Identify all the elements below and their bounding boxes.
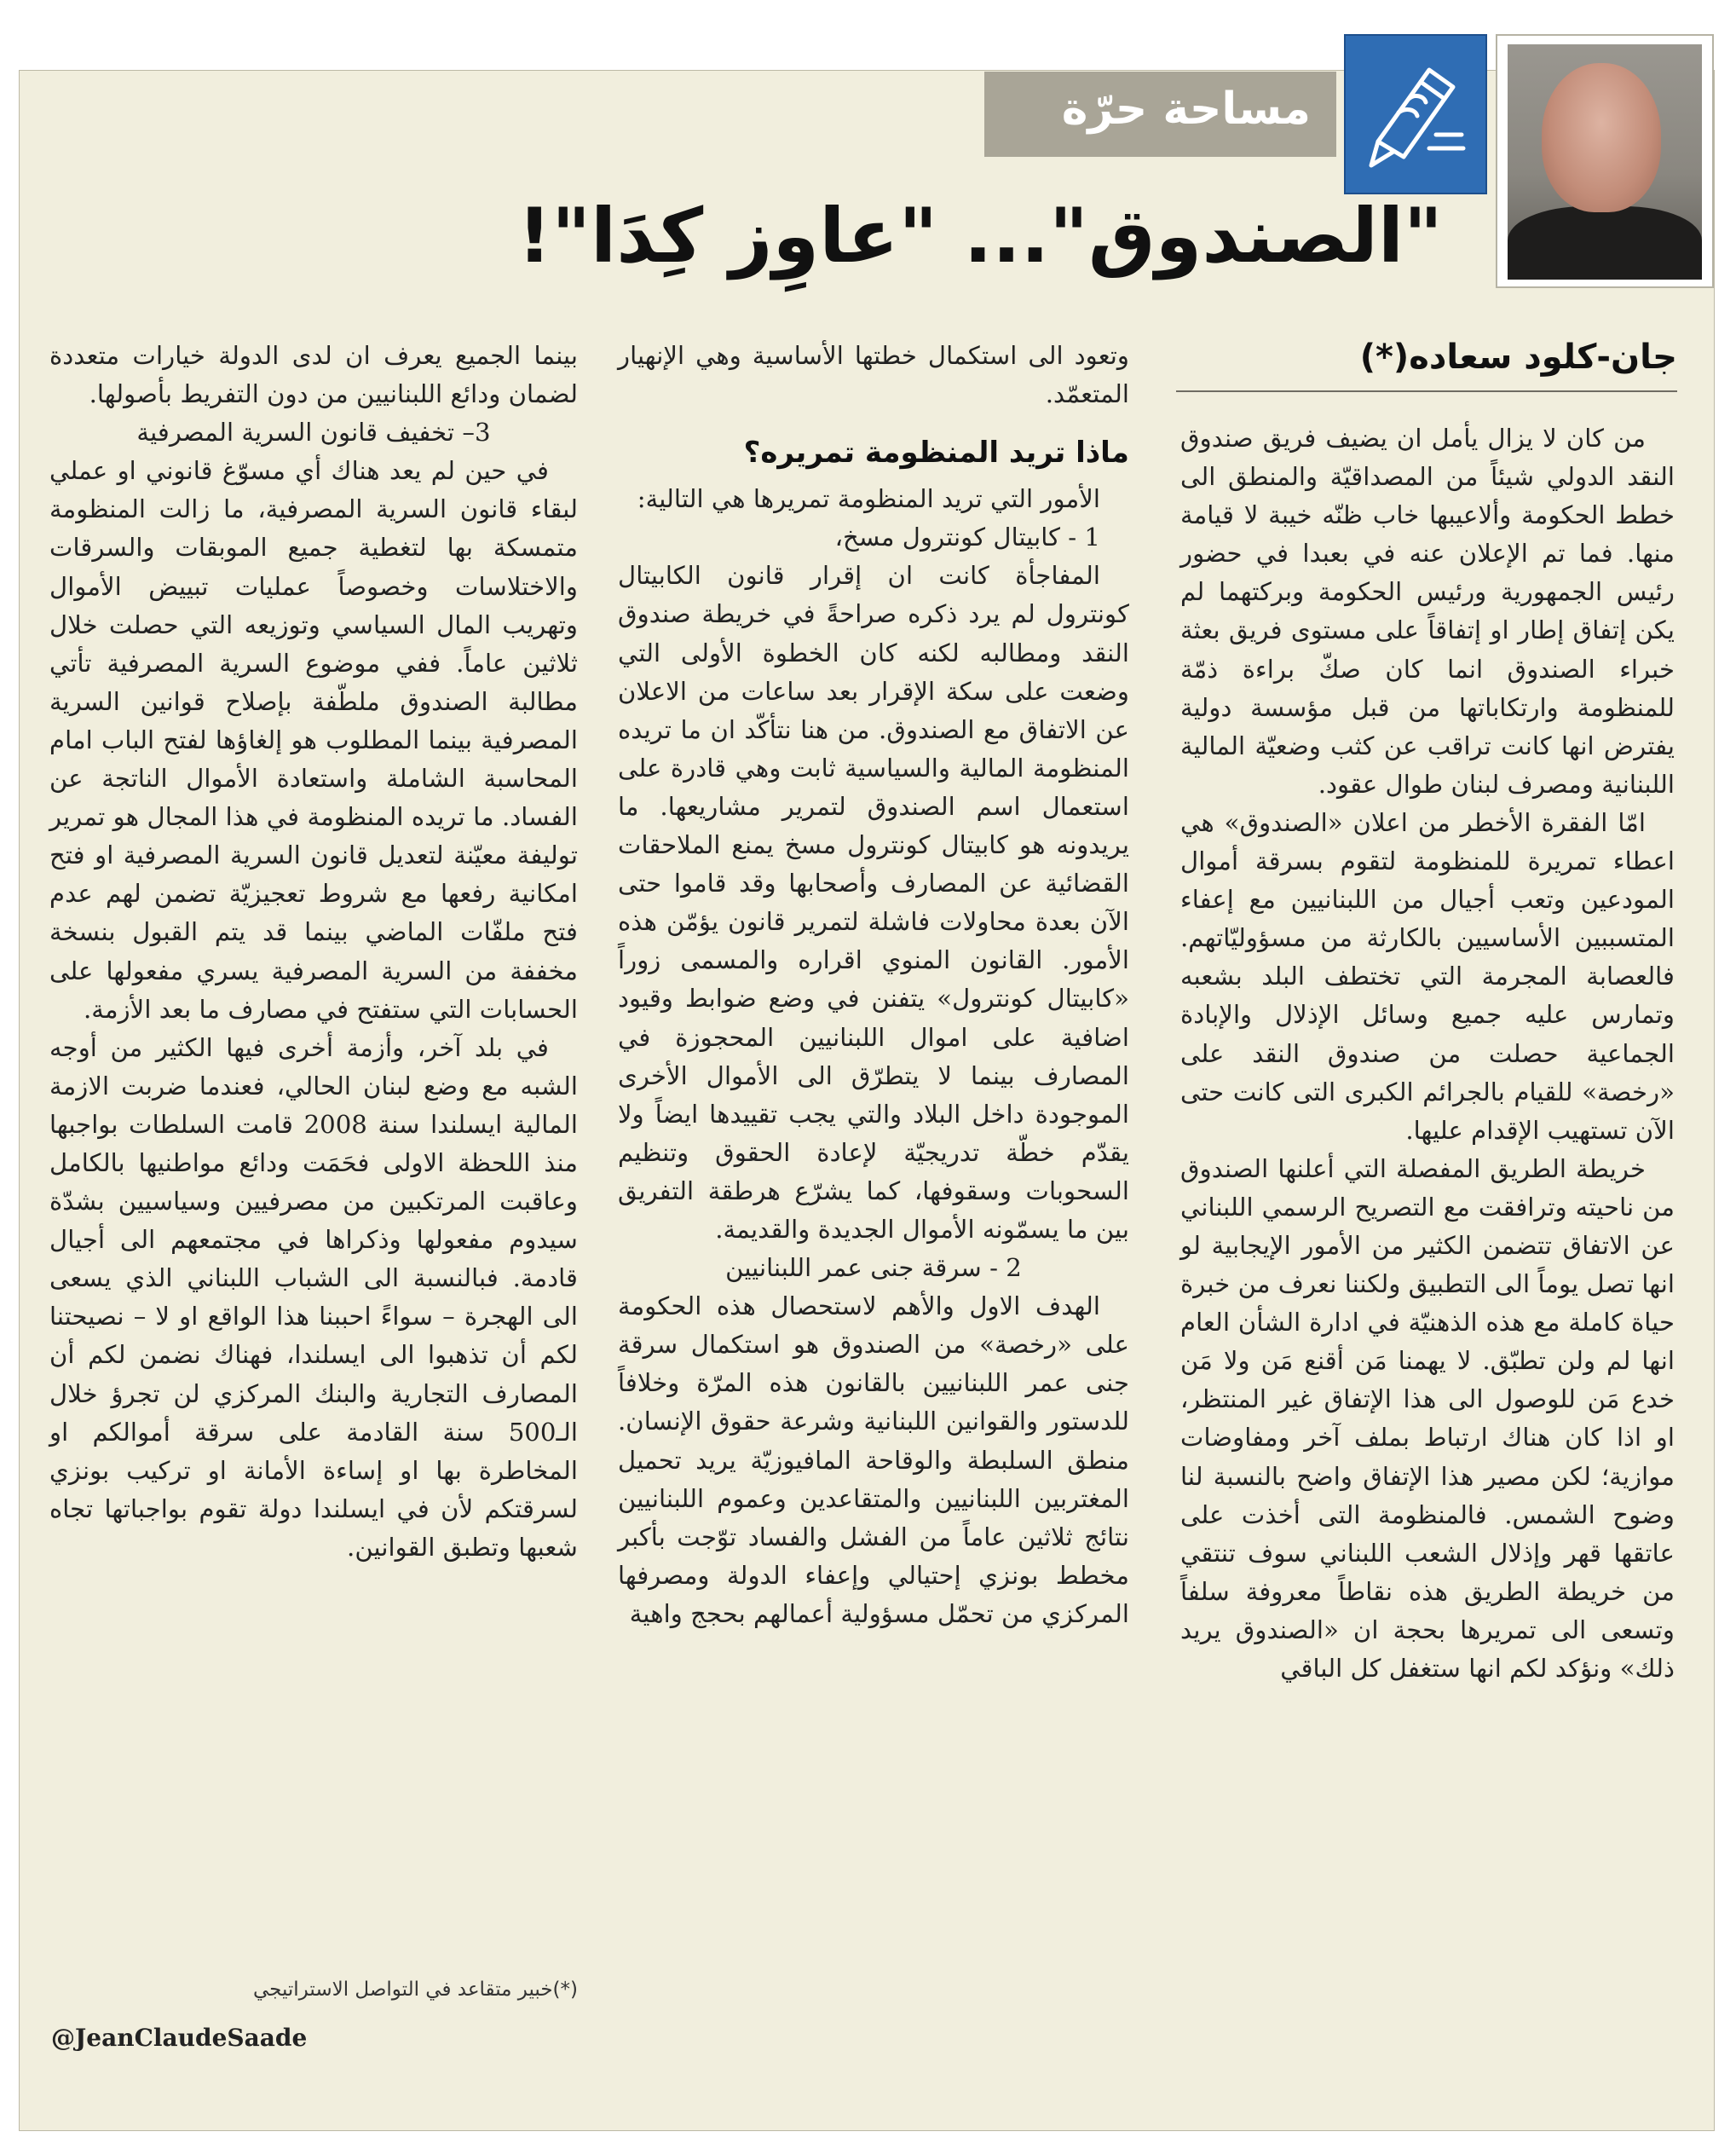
paragraph: الأمور التي تريد المنظومة تمريرها هي التالية: xyxy=(637,484,1100,514)
article-column-middle xyxy=(618,337,1129,1633)
paragraph: من كان لا يزال يأمل ان يضيف فريق صندوق النقد الدولي شيئاً من المصداقيّة والمنطق الى خطط الحكومة وألاعيبها خاب ظنّه خيبة لا قيامة منها. فما تم الإعلان عنه في بعبدا في حضور رئيس الجمهورية ورئيس الحكومة وبركتهما لم يكن إتفاق إطار او إتفاقاً على مستوى فريق بعثة خبراء الصندوق انما كان صكّ براءة ذمّة للمنظومة وارتكاباتها من قبل مؤسسة دولية يفترض انها كانت تراقب عن كثب وضعيّة المالية اللبنانية ومصرف لبنان طوال عقود. xyxy=(1180,424,1675,799)
paragraph: بينما الجميع يعرف ان لدى الدولة خيارات متعددة لضمان ودائع اللبنانيين من دون التفريط بأصولها. xyxy=(49,341,578,409)
paragraph: في حين لم يعد هناك أي مسوّغ قانوني او عملي لبقاء قانون السرية المصرفية، ما زالت المنظومة متمسكة بها لتغطية جميع الموبقات والسرقات والاختلاسات وخصوصاً عمليات تبييض الأموال وتهريب المال السياسي وتوزيعه التي حصلت خلال ثلاثين عاماً. ففي موضوع السرية المصرفية تأتي مطالبة الصندوق ملطّفة بإصلاح قوانين السرية المصرفية بينما المطلوب هو إلغاؤها لفتح الباب امام المحاسبة الشاملة واستعادة الأموال الناتجة عن الفساد. ما تريده المنظومة في هذا المجال هو تمرير توليفة معيّنة لتعديل قانون السرية المصرفية او فتح امكانية رفعها مع شروط تعجيزيّة تضمن لهم عدم فتح ملفّات الماضي بينما قد يتم القبول بنسخة مخففة من السرية المصرفية يسري مفعولها على الحسابات التي ستفتح في مصارف ما بعد الأزمة. xyxy=(49,456,578,1024)
section-label: مساحة حرّة xyxy=(1061,84,1311,135)
paragraph: في بلد آخر، وأزمة أخرى فيها الكثير من أوجه الشبه مع وضع لبنان الحالي، فعندما ضربت الازمة المالية ايسلندا سنة 2008 قامت السلطات بواجبها منذ اللحظة الاولى فحَمَت ودائع مواطنيها بالكامل وعاقبت المرتكبين من مصرفيين وسياسيين بشدّة سيدوم مفعولها وذكراها في مجتمعهم الى أجيال قادمة. فبالنسبة الى الشباب اللبناني الذي يسعى الى الهجرة – سواءً احببنا هذا الواقع او لا – نصيحتنا لكم أن تذهبوا الى ايسلندا، فهناك نضمن لكم أن المصارف التجارية والبنك المركزي لن تجرؤ خلال الـ500 سنة القادمة على سرقة أموالكم او المخاطرة بها او إساءة الأمانة او تركيب بونزي لسرقتكم لأن في ايسلندا دولة تقوم بواجباتها تجاه شعبها وتطبق القوانين. xyxy=(49,1032,578,1562)
section-banner xyxy=(984,72,1336,157)
author-portrait xyxy=(1508,44,1702,280)
author-byline xyxy=(1176,339,1677,392)
twitter-handle: @JeanClaudeSaade xyxy=(51,2024,308,2052)
author-name: جان-كلود سعاده(*) xyxy=(1359,338,1677,377)
paragraph: الهدف الاول والأهم لاستحصال هذه الحكومة على «رخصة» من الصندوق هو استكمال سرقة جنى عمر اللبنانيين بالقانون هذه المرّة وخلافاً للدستور والقوانين اللبنانية وشرعة حقوق الإنسان. منطق السلبطة والوقاحة المافيوزيّة يريد تحميل المغتربين اللبنانيين والمتقاعدين وعموم اللبنانيين نتائج ثلاثين عاماً من الفشل والفساد توّجت بأكبر مخطط بونزي إحتيالي وإعفاء الدولة ومصرفها المركزي من تحمّل مسؤولية أعمالهم بحجج واهية xyxy=(618,1291,1129,1628)
list-item-title: 1 - كابيتال كونترول مسخ، xyxy=(834,523,1100,552)
paragraph: خريطة الطريق المفصلة التي أعلنها الصندوق من ناحيته وترافقت مع التصريح الرسمي اللبناني عن الاتفاق تتضمن الكثير من الأمور الإيجابية لو انها تصل يوماً الى التطبيق ولكننا نعرف من خبرة حياة كاملة مع هذه الذهنيّة في ادارة الشأن العام انها لم ولن تطبّق. لا يهمنا مَن أقنع مَن ولا مَن خدع مَن للوصول الى هذا الإتفاق غير المنتظر، او اذا كان هناك ارتباط بملف آخر ومفاوضات موازية؛ لكن مصير هذا الإتفاق واضح بالنسبة لنا وضوح الشمس. فالمنظومة التى أخذت على عاتقها قهر وإذلال الشعب اللبناني سوف تنتقي من خريطة الطريق هذه نقاطاً معروفة سلفاً وتسعى الى تمريرها بحجة ان «الصندوق يريد ذلك» ونؤكد لكم انها ستغفل كل الباقي xyxy=(1180,1153,1675,1683)
subheading: ماذا تريد المنظومة تمريره؟ xyxy=(743,436,1129,471)
section-logo xyxy=(1344,34,1487,194)
writing-hand-icon xyxy=(1361,56,1472,176)
paragraph: امّا الفقرة الأخطر من اعلان «الصندوق» هي اعطاء تمريرة للمنظومة لتقوم بسرقة أموال المودعين وتعب أجيال من اللبنانيين مع إعفاء المتسببين الأساسيين بالكارثة من مسؤوليّاتهم. فالعصابة المجرمة التي تختطف البلد بشعبه وتمارس عليه جميع وسائل الإذلال والإبادة الجماعية حصلت من صندوق النقد على «رخصة» للقيام بالجرائم الكبرى التى كانت حتى الآن تستهيب الإقدام عليها. xyxy=(1180,807,1675,1145)
paragraph: المفاجأة كانت ان إقرار قانون الكابيتال كونترول لم يرد ذكره صراحةً في خريطة صندوق النقد ومطالبه لكنه كان الخطوة الأولى التي وضعت على سكة الإقرار بعد ساعات من الاعلان عن الاتفاق مع الصندوق. من هنا نتأكّد ان ما تريده المنظومة المالية والسياسية ثابت وهي قادرة على استعمال اسم الصندوق لتمرير مشاريعها. ما يريدونه هو كابيتال كونترول مسخ يمنع الملاحقات القضائية عن المصارف وأصحابها وقد قاموا حتى الآن بعدة محاولات فاشلة لتمرير قانون يؤمّن هذه الأمور. القانون المنوي اقراره والمسمى زوراً «كابيتال كونترول» يتفنن في وضع ضوابط وقيود اضافية على اموال اللبنانيين المحجوزة في المصارف بينما لا يتطرّق الى الأموال الأخرى الموجودة داخل البلاد والتي يجب تقييدها ايضاً ولا يقدّم خطّة تدريجيّة لإعادة الحقوق وتنظيم السحوبات وسقوفها، كما يشرّع هرطقة التفريق بين ما يسمّونه الأموال الجديدة والقديمة. xyxy=(618,561,1129,1244)
article-column-right xyxy=(1180,419,1675,1688)
article-column-left xyxy=(49,337,578,1567)
headline: "الصندوق"... "عاوِز كِدَا"! xyxy=(517,192,1443,280)
list-item-title: 2 - سرقة جنى عمر اللبنانيين xyxy=(725,1253,1022,1283)
footnote: (*)خبير متقاعد في التواصل الاستراتيجي xyxy=(252,1979,578,2001)
list-item-title: 3– تخفيف قانون السرية المصرفية xyxy=(136,418,491,448)
footnote-block xyxy=(49,1976,578,2003)
author-photo xyxy=(1496,34,1714,288)
paragraph: وتعود الى استكمال خطتها الأساسية وهي الإنهيار المتعمّد. xyxy=(618,341,1129,409)
